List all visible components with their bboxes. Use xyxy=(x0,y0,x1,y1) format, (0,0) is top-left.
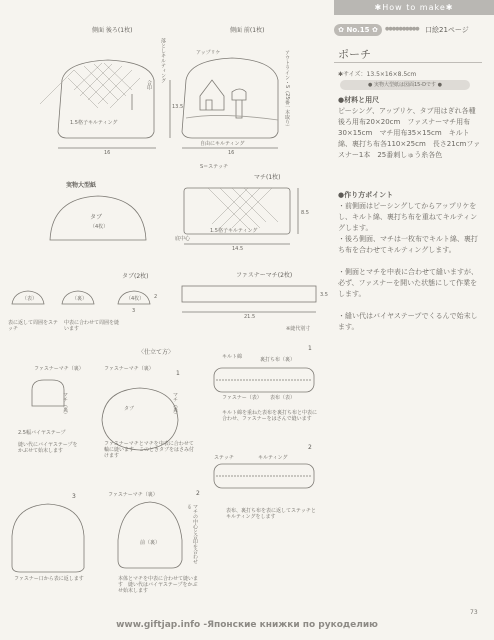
step2-pouch xyxy=(118,502,182,568)
front-width-label: 16 xyxy=(228,150,235,156)
appliqué-label: アップリケ xyxy=(196,50,221,56)
zip-gusset-shape xyxy=(182,286,316,302)
zip-step2-caption: 表布、裏打ち布を表に返してステッチとキルティングをします xyxy=(226,508,316,520)
pattern-note: ● 実物大型紙は図面15-Dです ● xyxy=(340,80,470,90)
point-4: ・縫い代はバイヤステープでくるんで始末します。 xyxy=(338,312,478,331)
gusset-back-label-2: マチ（裏） xyxy=(172,392,178,417)
gusset-center-label: 底中心 xyxy=(175,236,191,242)
step1-caption: ファスナーマチとマチを中表に合わせて輪に縫います このときタブをはさみ付けます xyxy=(104,441,195,459)
quilt-wadding-label: キルト綿 xyxy=(222,354,242,360)
size-text: ✱サイズ：13.5×16×8.5cm xyxy=(338,71,417,78)
step3-pouch xyxy=(12,504,84,572)
free-quilt-label: 自由にキルティング xyxy=(200,141,245,147)
points-heading: ●作り方ポイント xyxy=(338,191,394,199)
back-width-label: 16 xyxy=(104,150,111,156)
zip-step1-caption: キルト綿を重ねた表布を裏打ち布と中表に合わせ、ファスナーをはさんで縫います xyxy=(222,410,317,422)
step-number-1: 1 xyxy=(176,370,180,377)
outer-front-label: 表布（表） xyxy=(270,395,296,401)
page-title: ポーチ xyxy=(338,48,371,61)
appliqué-house xyxy=(200,80,224,110)
front-panel-title: 側面 前(1枚) xyxy=(230,27,265,34)
gusset-quilt-label: 1.5格子キルティング xyxy=(210,228,258,234)
zip-width-label: 21.5 xyxy=(244,314,256,320)
full-pattern-title: 実物大型紙 xyxy=(66,182,97,189)
point-2: ・後ろ側面、マチは一枚布でキルト綿、裏打ち布を合わせてキルティングします。 xyxy=(338,235,478,254)
point-1: ・前側面はピーシングしてからアップリケをし、キルト綿、裏打ち布を重ねてキルティングします。 xyxy=(338,202,478,232)
materials-heading: ●材料と用尺 xyxy=(338,96,380,104)
step-number-2: 2 xyxy=(196,490,200,497)
tab-front-label: （表） xyxy=(22,296,38,302)
zip-gusset-back-label-2: ファスナーマチ（裏） xyxy=(104,366,154,372)
stitch-word: ステッチ xyxy=(214,455,234,461)
gusset-title: マチ(1枚) xyxy=(254,174,281,181)
step1-ring xyxy=(32,380,64,406)
seam-note: 縫い代にバイヤステープをかぶせて始末します xyxy=(18,442,78,454)
tab-back-label: （裏） xyxy=(72,296,88,302)
zip-step-number-1: 1 xyxy=(308,345,312,352)
tab-pattern-count: （4枚） xyxy=(90,224,109,230)
zip-step-number-2: 2 xyxy=(308,444,312,451)
appliqué-figure xyxy=(232,89,246,118)
page-number: 73 xyxy=(470,609,478,616)
zip-title: ファスナーマチ(2枚) xyxy=(236,272,293,279)
step2-caption: 本体とマチを中表に合わせて縫います 縫い代はバイヤステープをかぶせ始末します xyxy=(118,576,199,594)
mark-label: 合印 xyxy=(146,80,152,90)
lining-back-label: 裏打ち布（裏） xyxy=(260,357,296,363)
gusset-back-label: マチ（裏） xyxy=(62,392,68,417)
step-number-3: 3 xyxy=(72,493,76,500)
tab2-title: タブ(2枚) xyxy=(122,273,149,280)
zip-gusset-back-label: ファスナーマチ（裏） xyxy=(34,366,84,372)
point-3: ・側面とマチを中表に合わせて縫いますが、必ず、ファスナーを開いた状態にして作業をします。 xyxy=(338,268,478,298)
front-lower-band xyxy=(186,115,278,120)
zip-gusset-back-label-3: ファスナーマチ（裏） xyxy=(108,492,158,498)
outline-label: アウトライン・S（25番一本取り） xyxy=(284,50,290,130)
footer-link[interactable]: www.giftjap.info -Японские книжки по рукоделию xyxy=(116,620,378,630)
align-note: マチの中心と合印を合わせる xyxy=(186,504,198,564)
assembly-title: 〈仕立て方〉 xyxy=(138,349,175,356)
page-reference: 口絵21ページ xyxy=(425,26,469,34)
zip-height-label: 3.5 xyxy=(320,292,328,298)
front-back-label: 前（裏） xyxy=(140,540,161,546)
gusset-width-label: 14.5 xyxy=(232,246,244,252)
how-to-make-banner: ✱How to make✱ xyxy=(334,0,494,15)
tab-width-label: 3 xyxy=(132,308,136,314)
back-panel-grid xyxy=(40,63,140,108)
tab-count2-label: （4枚） xyxy=(126,296,145,302)
gusset-grid xyxy=(208,188,278,230)
tab-height-label: 2 xyxy=(154,294,158,300)
stitch-note: S＝ステッチ xyxy=(200,164,229,170)
quilting-word: キルティング xyxy=(258,455,288,461)
bias-tape-label: 2.5幅バイヤステープ xyxy=(18,430,66,436)
front-panel-shape xyxy=(182,58,278,138)
piece-label: 落としキルティング xyxy=(160,38,166,83)
tab-word: タブ xyxy=(124,406,135,412)
item-number-badge: ✿ No.15 ✿ xyxy=(334,24,382,36)
back-quilt-label: 1.5格子キルティング xyxy=(70,120,118,126)
step3-caption: ファスナー口から表に返します xyxy=(14,576,84,582)
zip-front-label: ファスナー（表） xyxy=(222,395,262,401)
back-panel-title: 側面 後ろ(1枚) xyxy=(92,27,133,34)
materials-text: ピーシング、アップリケ、タブ用はぎれ各種 後ろ用布20×20cm ファスナーマチ用布30×15cm マチ用布35×15cm キルト綿、裏打ち布各110×25cm 長さ21cmファスナー1本 25番刺しゅう糸各色 xyxy=(338,107,483,159)
dot-divider: ●●●●●●●●●● xyxy=(385,26,419,32)
tab-step2-caption: 中表に合わせて周囲を縫います xyxy=(64,320,120,332)
back-height-label: 13.5 xyxy=(172,104,184,110)
tab-pattern-label: タブ xyxy=(90,214,103,221)
gusset-height-label: 8.5 xyxy=(301,210,309,216)
tab-step1-caption: 表に返して周囲をステッチ xyxy=(8,320,58,332)
margin-note: ※縫代別寸 xyxy=(286,326,311,332)
